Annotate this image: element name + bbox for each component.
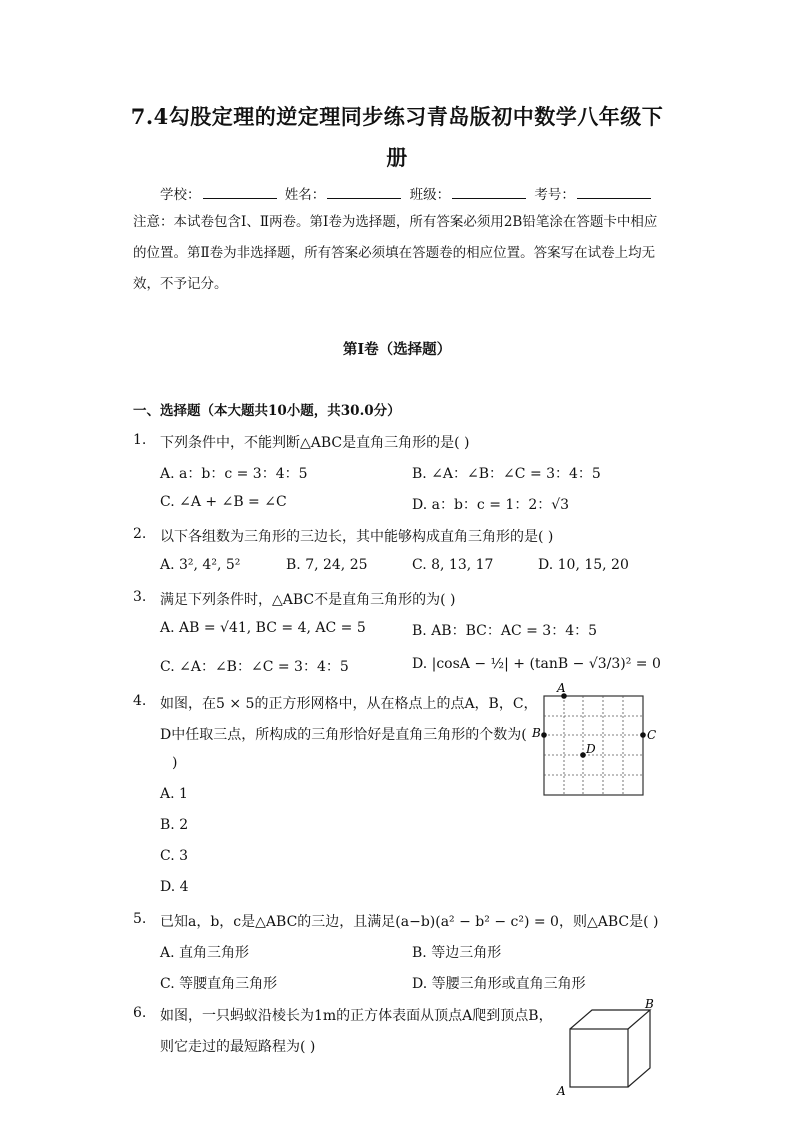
option-a[interactable]: A. 直角三角形 [160,945,250,961]
option-c[interactable]: C. 8, 13, 17 [412,557,494,573]
option-c[interactable]: C. ∠A + ∠B = ∠C [160,494,287,510]
option-b[interactable]: B. 等边三角形 [412,945,502,961]
name-blank[interactable] [327,184,401,199]
option-b[interactable]: B. ∠A：∠B：∠C = 3：4：5 [412,466,601,482]
option-a[interactable]: A. 3², 4², 5² [160,557,241,573]
name-label: 姓名： [284,187,326,203]
question-text-line2: 则它走过的最短路程为( ) [160,1039,316,1055]
question-text: 以下各组数为三角形的三边长，其中能够构成直角三角形的是( ) [160,529,554,545]
label-a: A [557,681,566,695]
option-d[interactable]: D. 10, 15, 20 [538,557,629,573]
grid-figure [530,682,660,800]
label-b: B [532,726,541,740]
cube-figure [552,996,662,1096]
point-b [541,732,547,738]
option-d[interactable]: D. 4 [160,879,189,895]
page-title-continued: 册 [386,145,408,170]
question-text-line1: 如图，在5 × 5的正方形网格中，从在格点上的点A，B，C， [160,696,538,712]
page-title: 7.4勾股定理的逆定理同步练习青岛版初中数学八年级下 [130,104,664,129]
cube-front-face [570,1029,628,1087]
label-a: A [557,1084,566,1098]
volume-heading: 第Ⅰ卷（选择题） [342,341,452,358]
option-b[interactable]: B. 2 [160,817,189,833]
label-c: C [647,728,657,742]
question-number: 6. [133,1005,147,1021]
label-d: D [586,742,596,756]
option-c[interactable]: C. 等腰直角三角形 [160,976,278,992]
student-info [160,183,655,203]
class-label: 班级： [409,187,451,203]
question-number: 1. [133,432,147,448]
cube-side-face [628,1010,650,1087]
question-text-line3: ) [172,755,178,771]
question-number: 5. [133,911,147,927]
question-number: 4. [133,693,147,709]
number-label: 考号： [534,187,575,203]
option-d[interactable]: D. 等腰三角形或直角三角形 [412,976,586,992]
option-c[interactable]: C. ∠A：∠B：∠C = 3：4：5 [160,659,349,675]
question-text: 下列条件中，不能判断△ABC是直角三角形的是( ) [160,435,470,451]
point-d [580,752,586,758]
question-number: 2. [133,526,147,542]
cube-top-face [570,1010,650,1029]
question-text: 满足下列条件时，△ABC不是直角三角形的为( ) [160,592,456,608]
option-b[interactable]: B. 7, 24, 25 [286,557,368,573]
school-blank[interactable] [203,184,277,199]
option-a[interactable]: A. AB = √41, BC = 4, AC = 5 [160,620,366,636]
exam-note: 注意：本试卷包含Ⅰ、Ⅱ两卷。第Ⅰ卷为选择题，所有答案必须用2B铅笔涂在答题卡中相应的位置。第Ⅱ卷为非选择题，所有答案必须填在答题卷的相应位置。答案写在试卷上均无效，不予记分。 [133,214,658,292]
option-c[interactable]: C. 3 [160,848,189,864]
question-text-line1: 如图，一只蚂蚁沿棱长为1m的正方体表面从顶点A爬到顶点B， [160,1008,553,1024]
option-d[interactable]: D. a：b：c = 1：2：√3 [412,497,570,513]
option-b[interactable]: B. AB：BC：AC = 3：4：5 [412,623,598,639]
option-a[interactable]: A. a：b：c = 3：4：5 [160,466,308,482]
question-text-line2: D中任取三点，所构成的三角形恰好是直角三角形的个数为( [160,727,527,743]
school-label: 学校： [160,187,201,203]
question-text: 已知a，b，c是△ABC的三边，且满足(a−b)(a² − b² − c²) = 0，则△ABC是( ) [160,914,659,930]
section-heading: 一、选择题（本大题共10小题，共30.0分） [133,403,401,419]
number-blank[interactable] [577,184,651,199]
label-b: B [645,997,654,1011]
option-d[interactable]: D. |cosA − ½| + (tanB − √3/3)² = 0 [412,656,661,672]
option-a[interactable]: A. 1 [160,786,188,802]
question-number: 3. [133,589,147,605]
class-blank[interactable] [452,184,526,199]
point-c [640,732,646,738]
